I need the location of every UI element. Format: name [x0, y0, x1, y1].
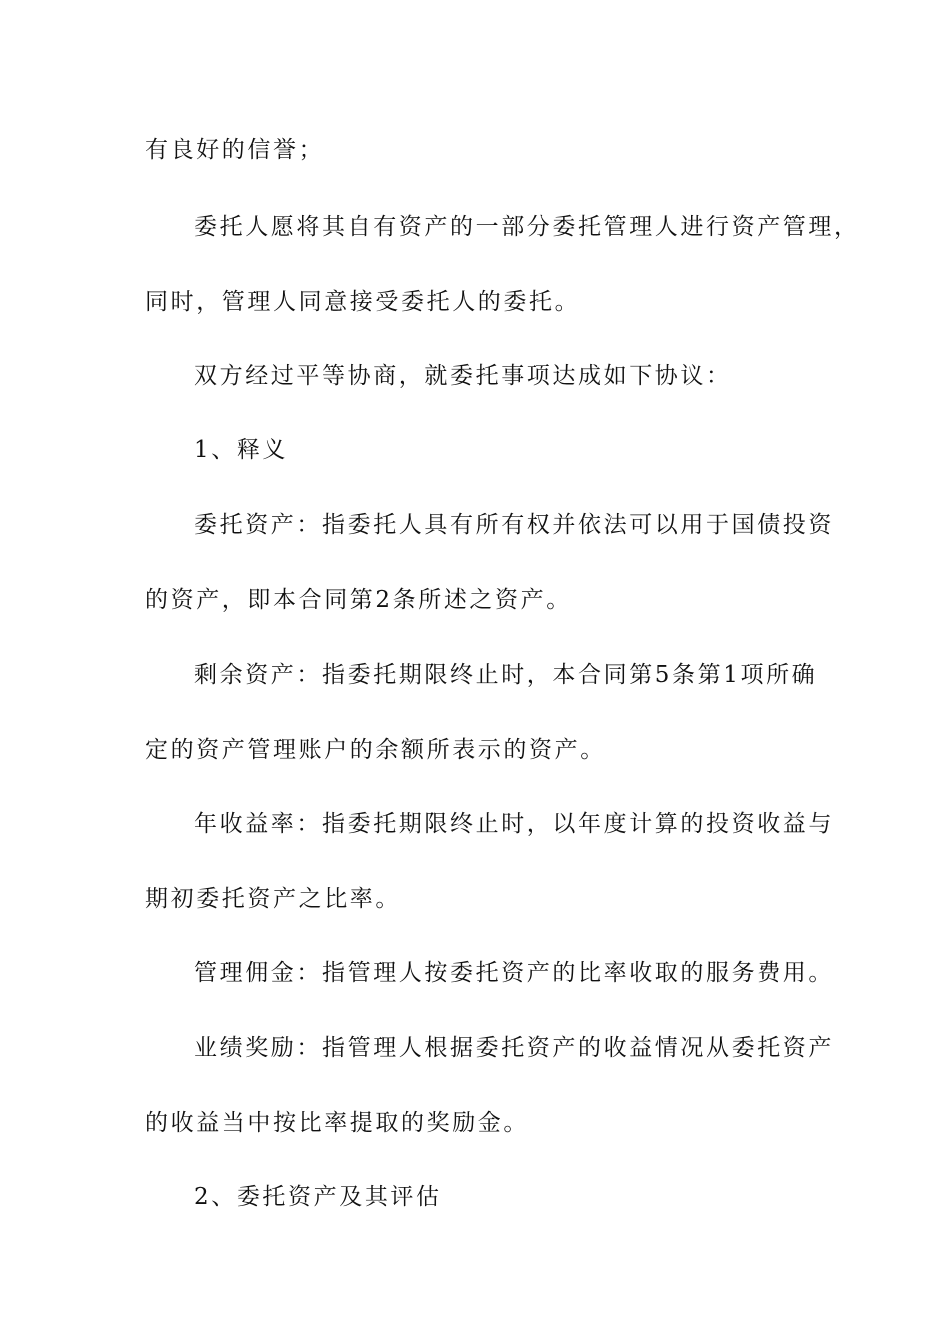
section-heading: 2、委托资产及其评估 [194, 1184, 442, 1210]
paragraph-line: 委托人愿将其自有资产的一部分委托管理人进行资产管理， [194, 214, 860, 240]
text-line: 同时，管理人同意接受委托人的委托。 [145, 289, 581, 315]
text-line: 的资产，即本合同第2条所述之资产。 [145, 587, 572, 613]
section-heading: 1、释义 [194, 437, 289, 463]
paragraph-line: 双方经过平等协商，就委托事项达成如下协议： [194, 363, 732, 389]
text-line: 定的资产管理账户的余额所表示的资产。 [145, 737, 606, 763]
text-line: 有良好的信誉； [145, 137, 325, 163]
definition-line: 年收益率：指委托期限终止时，以年度计算的投资收益与 [194, 811, 834, 837]
definition-line: 管理佣金：指管理人按委托资产的比率收取的服务费用。 [194, 960, 834, 986]
text-line: 期初委托资产之比率。 [145, 886, 401, 912]
definition-line: 业绩奖励：指管理人根据委托资产的收益情况从委托资产 [194, 1035, 834, 1061]
definition-line: 委托资产：指委托人具有所有权并依法可以用于国债投资 [194, 512, 834, 538]
definition-line: 剩余资产：指委托期限终止时，本合同第5条第1项所确 [194, 662, 818, 688]
text-line: 的收益当中按比率提取的奖励金。 [145, 1110, 529, 1136]
